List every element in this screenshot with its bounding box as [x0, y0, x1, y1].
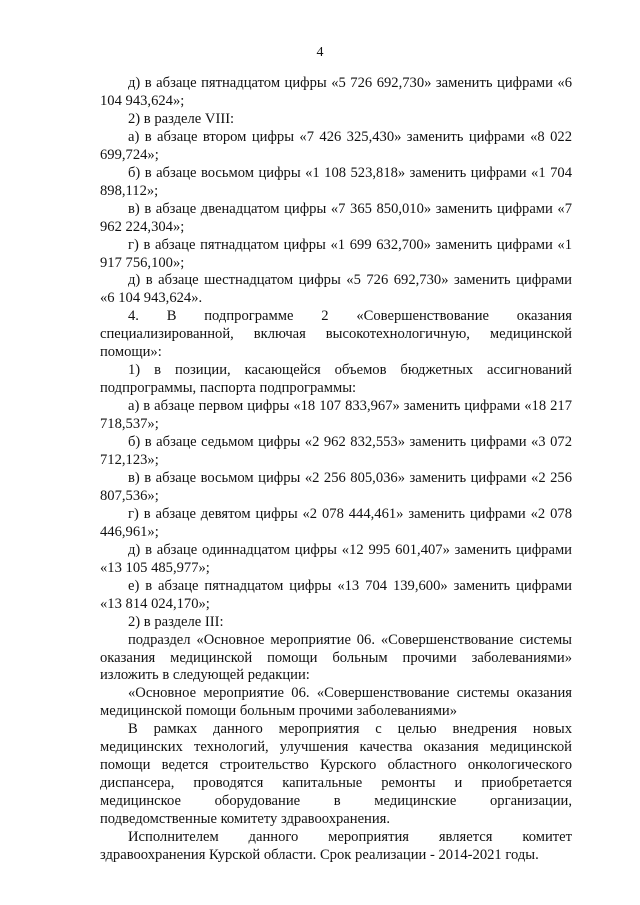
paragraph: Исполнителем данного мероприятия является комитет здравоохранения Курской области. Срок реализации - 2014-2021 годы. [100, 829, 572, 863]
paragraph: а) в абзаце втором цифры «7 426 325,430» заменить цифрами «8 022 699,724»; [100, 128, 572, 163]
paragraph: г) в абзаце девятом цифры «2 078 444,461» заменить цифрами «2 078 446,961»; [100, 505, 572, 540]
paragraph: б) в абзаце восьмом цифры «1 108 523,818» заменить цифрами «1 704 898,112»; [100, 164, 572, 199]
paragraph: д) в абзаце шестнадцатом цифры «5 726 692,730» заменить цифрами «6 104 943,624». [100, 272, 572, 307]
paragraph: подраздел «Основное мероприятие 06. «Совершенствование системы оказания медицинской помощи больным прочими заболеваниями» изложить в следующей редакции: [100, 631, 572, 684]
paragraph: «Основное мероприятие 06. «Совершенствование системы оказания медицинской помощи больным прочими заболеваниями» [100, 685, 572, 720]
paragraph: б) в абзаце седьмом цифры «2 962 832,553» заменить цифрами «3 072 712,123»; [100, 434, 572, 469]
paragraph: в) в абзаце восьмом цифры «2 256 805,036» заменить цифрами «2 256 807,536»; [100, 469, 572, 504]
paragraph: е) в абзаце пятнадцатом цифры «13 704 139,600» заменить цифрами «13 814 024,170»; [100, 577, 572, 612]
paragraph: В рамках данного мероприятия с целью внедрения новых медицинских технологий, улучшения качества оказания медицинской помощи ведется строительство Курского областного онкологического диспансера, проводятся капитальные ремонты и приобретается медицинское оборудование в медицинские организации, подведомственные комитету здравоохранения. [100, 721, 572, 828]
paragraph: 4. В подпрограмме 2 «Совершенствование оказания специализированной, включая высокотехнологичную, медицинской помощи»: [100, 308, 572, 361]
paragraph: в) в абзаце двенадцатом цифры «7 365 850,010» заменить цифрами «7 962 224,304»; [100, 200, 572, 235]
paragraph: д) в абзаце одиннадцатом цифры «12 995 601,407» заменить цифрами «13 105 485,977»; [100, 541, 572, 576]
page-number: 4 [316, 45, 324, 60]
paragraph: 2) в разделе III: [128, 613, 224, 630]
paragraph: 1) в позиции, касающейся объемов бюджетных ассигнований подпрограммы, паспорта подпрограммы: [100, 362, 572, 397]
paragraph: г) в абзаце пятнадцатом цифры «1 699 632,700» заменить цифрами «1 917 756,100»; [100, 236, 572, 271]
document-body [100, 75, 572, 865]
paragraph: 2) в разделе VIII: [128, 110, 235, 127]
paragraph: а) в абзаце первом цифры «18 107 833,967» заменить цифрами «18 217 718,537»; [100, 398, 572, 433]
paragraph: д) в абзаце пятнадцатом цифры «5 726 692,730» заменить цифрами «6 104 943,624»; [100, 75, 572, 109]
